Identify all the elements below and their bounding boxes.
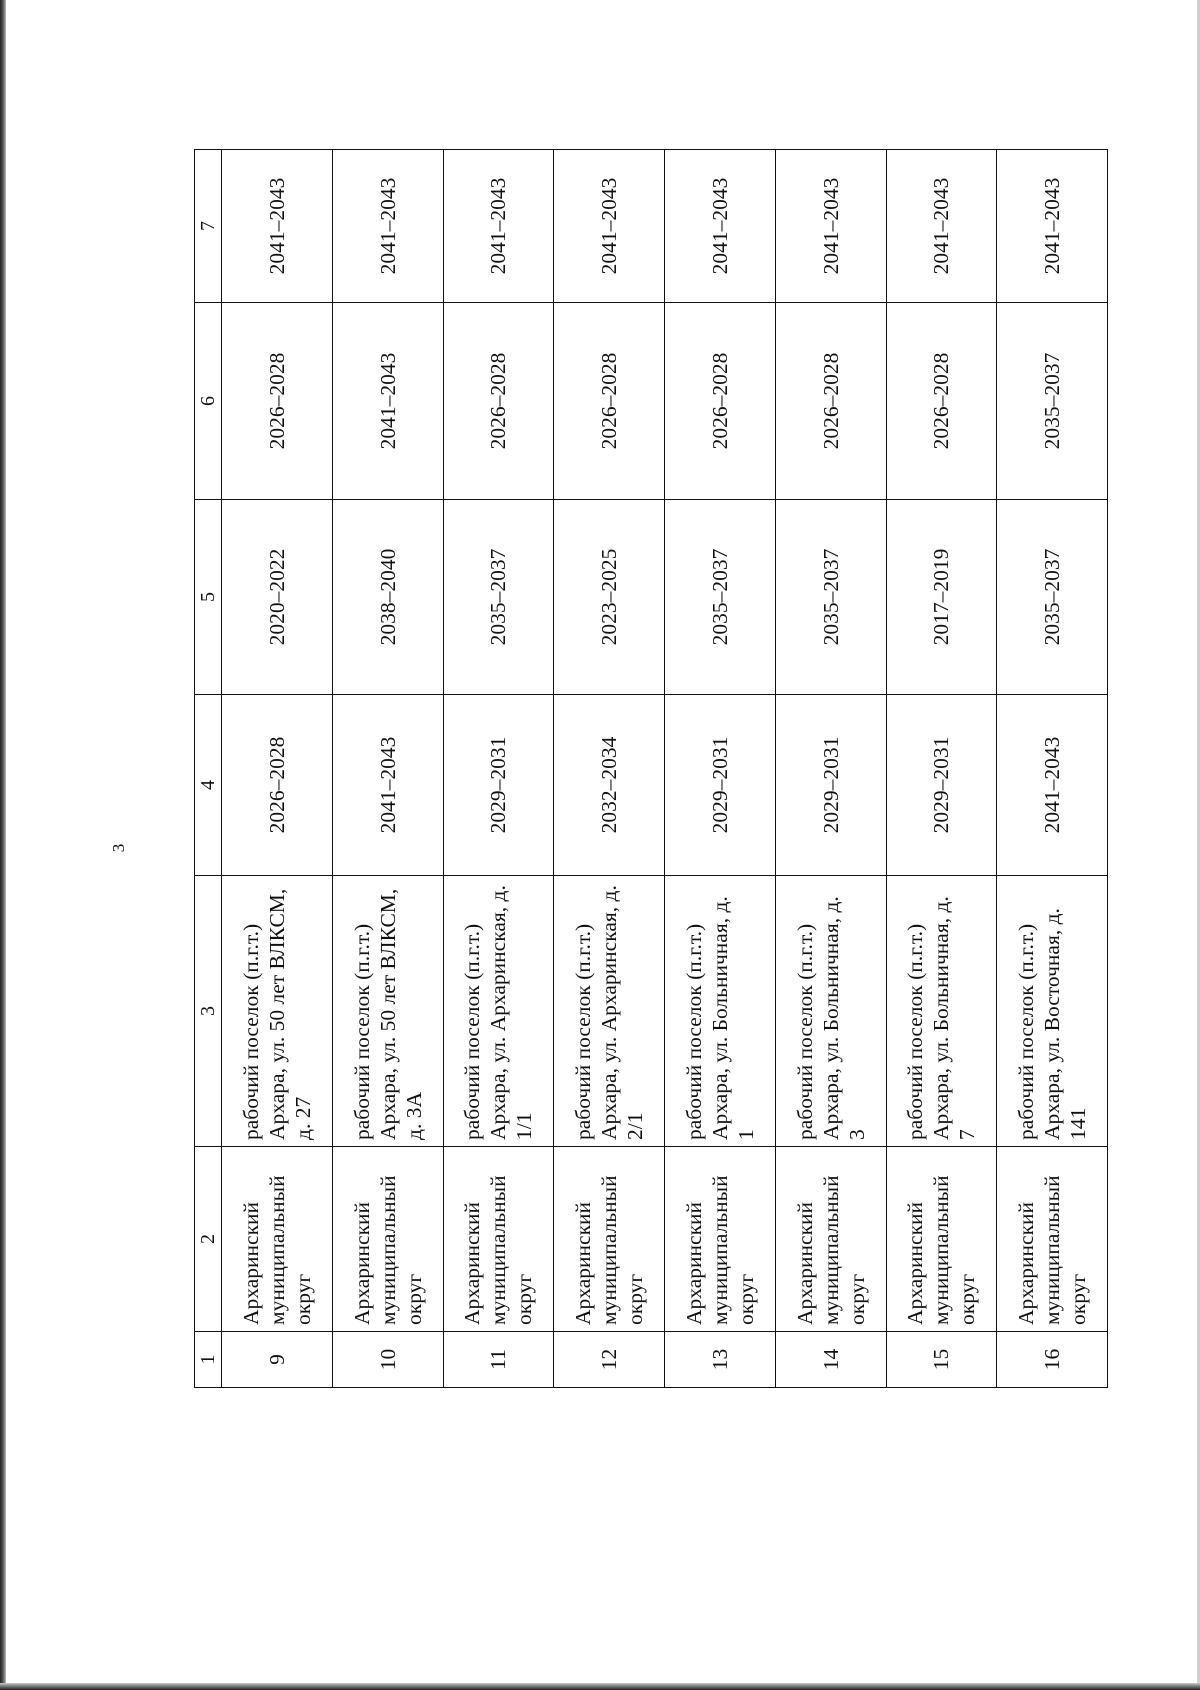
data-table: [194, 149, 1108, 1388]
period-cell: 2029–2031: [665, 695, 776, 876]
period-cell: 2023–2025: [554, 500, 665, 695]
period-cell: 2029–2031: [886, 695, 997, 876]
period-cell: 2041–2043: [997, 150, 1108, 303]
period-cell: 2026–2028: [222, 303, 333, 500]
address-cell: рабочий поселок (п.г.т.) Архара, ул. Архаринская, д. 1/1: [443, 876, 554, 1147]
address-cell: рабочий поселок (п.г.т.) Архара, ул. Больничная, д. 7: [886, 876, 997, 1147]
header-cell: 7: [195, 150, 222, 303]
row-number: 11: [443, 1332, 554, 1388]
district-cell: Архаринский муниципальный округ: [443, 1147, 554, 1332]
period-cell: 2026–2028: [222, 695, 333, 876]
address-cell: рабочий поселок (п.г.т.) Архара, ул. Больничная, д. 1: [665, 876, 776, 1147]
header-cell: 3: [195, 876, 222, 1147]
scan-edge-bottom: [0, 1683, 1200, 1690]
period-cell: 2041–2043: [332, 303, 443, 500]
row-number: 16: [997, 1332, 1108, 1388]
table-row: [554, 150, 665, 1388]
period-cell: 2035–2037: [665, 500, 776, 695]
period-cell: 2026–2028: [665, 303, 776, 500]
period-cell: 2020–2022: [222, 500, 333, 695]
period-cell: 2026–2028: [443, 303, 554, 500]
period-cell: 2041–2043: [332, 150, 443, 303]
address-cell: рабочий поселок (п.г.т.) Архара, ул. 50 лет ВЛКСМ, д. 27: [222, 876, 333, 1147]
row-number: 14: [775, 1332, 886, 1388]
period-cell: 2026–2028: [886, 303, 997, 500]
header-cell: 1: [195, 1332, 222, 1388]
period-cell: 2032–2034: [554, 695, 665, 876]
table-row: [775, 150, 886, 1388]
district-cell: Архаринский муниципальный округ: [665, 1147, 776, 1332]
table-row: [332, 150, 443, 1388]
header-cell: 2: [195, 1147, 222, 1332]
row-number: 10: [332, 1332, 443, 1388]
period-cell: 2041–2043: [554, 150, 665, 303]
period-cell: 2041–2043: [443, 150, 554, 303]
district-cell: Архаринский муниципальный округ: [886, 1147, 997, 1332]
period-cell: 2035–2037: [775, 500, 886, 695]
address-cell: рабочий поселок (п.г.т.) Архара, ул. Архаринская, д. 2/1: [554, 876, 665, 1147]
district-cell: Архаринский муниципальный округ: [997, 1147, 1108, 1332]
period-cell: 2035–2037: [997, 303, 1108, 500]
table-row: [997, 150, 1108, 1388]
header-row: [195, 150, 222, 1388]
row-number: 15: [886, 1332, 997, 1388]
district-cell: Архаринский муниципальный округ: [775, 1147, 886, 1332]
district-cell: Архаринский муниципальный округ: [554, 1147, 665, 1332]
header-cell: 4: [195, 695, 222, 876]
period-cell: 2026–2028: [775, 303, 886, 500]
table-row: [222, 150, 333, 1388]
address-cell: рабочий поселок (п.г.т.) Архара, ул. Восточная, д. 141: [997, 876, 1108, 1147]
period-cell: 2041–2043: [775, 150, 886, 303]
district-cell: Архаринский муниципальный округ: [332, 1147, 443, 1332]
table-row: [443, 150, 554, 1388]
row-number: 13: [665, 1332, 776, 1388]
rotated-table-wrapper: [194, 150, 1108, 1388]
period-cell: 2035–2037: [443, 500, 554, 695]
period-cell: 2029–2031: [443, 695, 554, 876]
page-number: 3: [109, 843, 128, 853]
scan-edge-left: [0, 0, 6, 1690]
period-cell: 2029–2031: [775, 695, 886, 876]
period-cell: 2038–2040: [332, 500, 443, 695]
period-cell: 2041–2043: [997, 695, 1108, 876]
period-cell: 2026–2028: [554, 303, 665, 500]
period-cell: 2041–2043: [886, 150, 997, 303]
row-number: 9: [222, 1332, 333, 1388]
period-cell: 2041–2043: [222, 150, 333, 303]
address-cell: рабочий поселок (п.г.т.) Архара, ул. Больничная, д. 3: [775, 876, 886, 1147]
period-cell: 2041–2043: [332, 695, 443, 876]
district-cell: Архаринский муниципальный округ: [222, 1147, 333, 1332]
address-cell: рабочий поселок (п.г.т.) Архара, ул. 50 лет ВЛКСМ, д. 3А: [332, 876, 443, 1147]
header-cell: 5: [195, 500, 222, 695]
period-cell: 2017–2019: [886, 500, 997, 695]
row-number: 12: [554, 1332, 665, 1388]
table-row: [886, 150, 997, 1388]
period-cell: 2041–2043: [665, 150, 776, 303]
header-cell: 6: [195, 303, 222, 500]
table-row: [665, 150, 776, 1388]
period-cell: 2035–2037: [997, 500, 1108, 695]
